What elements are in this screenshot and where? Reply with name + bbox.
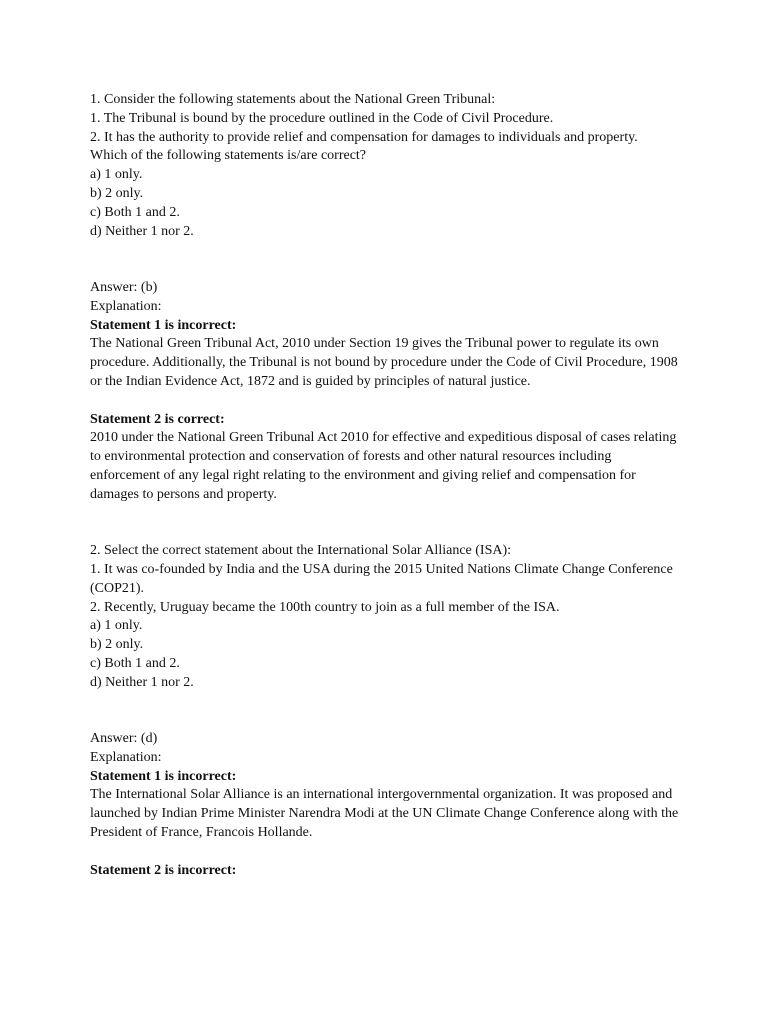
q1-option-c: c) Both 1 and 2.	[90, 204, 180, 220]
q1-option-a: a) 1 only.	[90, 167, 143, 183]
spacer	[90, 505, 682, 543]
q2-statement-2: 2. Recently, Uruguay became the 100th country to join as a full member of the ISA.	[90, 599, 560, 615]
q1-statement-1-text: The National Green Tribunal Act, 2010 under Section 19 gives the Tribunal power to regulate its own procedure. Additionally, the Tribunal is not bound by procedure under the Code of Civil Procedure, 1908 or the Indian Evidence Act, 1872 and is guided by principles of natural justice.	[90, 336, 678, 389]
q2-option-a: a) 1 only.	[90, 618, 143, 634]
q2-statement-2-heading: Statement 2 is incorrect:	[90, 862, 237, 878]
q1-statement-2-heading: Statement 2 is correct:	[90, 411, 225, 427]
q2-option-b: b) 2 only.	[90, 637, 144, 653]
q1-explanation-label: Explanation:	[90, 298, 162, 314]
q2-option-d: d) Neither 1 nor 2.	[90, 674, 194, 690]
q1-prompt: Which of the following statements is/are correct?	[90, 148, 367, 164]
q1-answer: Answer: (b)	[90, 279, 158, 295]
q1-statement-1-heading: Statement 1 is incorrect:	[90, 317, 237, 333]
spacer	[90, 241, 682, 279]
q1-option-d: d) Neither 1 nor 2.	[90, 223, 194, 239]
q1-question: 1. Consider the following statements about the National Green Tribunal:	[90, 92, 496, 107]
document-page	[90, 91, 682, 880]
q2-question: 2. Select the correct statement about the International Solar Alliance (ISA):	[90, 543, 512, 559]
q2-answer: Answer: (d)	[90, 731, 158, 747]
q2-option-c: c) Both 1 and 2.	[90, 655, 180, 671]
q1-statement-1: 1. The Tribunal is bound by the procedure outlined in the Code of Civil Procedure.	[90, 110, 554, 126]
q1-option-b: b) 2 only.	[90, 185, 144, 201]
q1-statement-2-text: 2010 under the National Green Tribunal Act 2010 for effective and expeditious disposal of cases relating to environmental protection and conservation of forests and other natural resources including enforcement of any legal right relating to the environment and giving relief and compensation for damages to persons and property.	[90, 430, 677, 502]
q2-explanation-label: Explanation:	[90, 749, 162, 765]
q1-statement-2: 2. It has the authority to provide relief and compensation for damages to individuals and property.	[90, 129, 638, 145]
q2-statement-1: 1. It was co-founded by India and the USA during the 2015 United Nations Climate Change Conference (COP21).	[90, 561, 673, 596]
q2-statement-1-heading: Statement 1 is incorrect:	[90, 768, 237, 784]
spacer	[90, 693, 682, 731]
q2-statement-1-text: The International Solar Alliance is an international intergovernmental organization. It was proposed and launched by Indian Prime Minister Narendra Modi at the UN Climate Change Conference along with the President of France, Francois Hollande.	[90, 787, 679, 841]
spacer	[90, 392, 682, 411]
spacer	[90, 843, 682, 862]
